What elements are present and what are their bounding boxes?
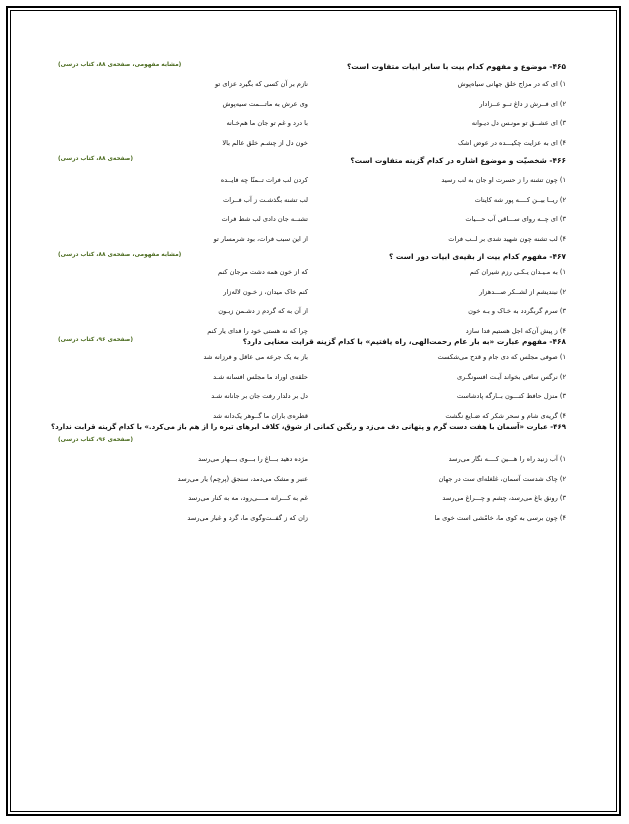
question-467-title: ۴۶۷- مفهوم کدام بیت از بقیه‌ی ابیات دور است ؟	[389, 252, 566, 261]
verse-second-hemistich: کردن لب فرات تــمنّا چه فایــده	[220, 176, 308, 184]
verse-first-hemistich[interactable]: ۱) آب زنید راه را هـــین کــــه نگار می‌رسد	[448, 455, 566, 463]
verse-first-hemistich[interactable]: ۲) نرگس ساقی بخواند آیـت افسونگـری	[457, 372, 566, 381]
question-468-header	[58, 337, 566, 353]
question-465-title: ۴۶۵- موضوع و مفهوم کدام بیت با سایر ابیات متفاوت است؟	[346, 62, 566, 71]
option-row	[58, 196, 566, 216]
question-468-title: ۴۶۸- مفهوم عبارت «به بار عام رحمت‌الهی، راه یافتیم» با کدام گزینه قرابت معنایی دارد؟	[242, 337, 566, 346]
verse-first-hemistich[interactable]: ۳) ای عشــق تو مونـس دل دیـوانه	[471, 119, 566, 127]
question-467-header	[58, 252, 566, 268]
verse-first-hemistich[interactable]: ۴) چون برسی به کوی ما، خامُشی است خوی ما	[434, 513, 566, 522]
question-466-title: ۴۶۶- شخصیّت و موضوع اشاره در کدام گزینه متفاوت است؟	[350, 156, 566, 165]
option-row	[58, 80, 566, 100]
verse-second-hemistich: از این سبب فرات، بود شرمسار تو	[213, 234, 308, 243]
option-row	[58, 494, 566, 514]
verse-first-hemistich[interactable]: ۲) ریــا بیــن کــــه پور شه کاینات	[474, 195, 566, 204]
option-row	[58, 475, 566, 495]
verse-first-hemistich[interactable]: ۳) منزل حافظ کنـــون بــارگه پادشاست	[456, 392, 566, 400]
verse-second-hemistich: که از خون همه دشت مرجان کنم	[218, 268, 308, 276]
verse-second-hemistich: وی عرش به ماتـــمت سیه‌پوش	[222, 99, 308, 108]
verse-second-hemistich: غم به کـــرانه مــــی‌رود، مه به کنار می‌رسد	[188, 494, 308, 502]
question-465-header	[58, 62, 566, 78]
question-469-options	[58, 455, 566, 533]
option-row	[58, 288, 566, 308]
option-row	[58, 100, 566, 120]
verse-first-hemistich[interactable]: ۲) نبندیشم از لشــکر صـــدهزار	[479, 287, 566, 296]
verse-second-hemistich: چرا که نه هستی خود را فدای یار کنم	[207, 326, 308, 335]
verse-first-hemistich[interactable]: ۲) چاک شدست آسمان، غلغله‌ای ست در جهان	[438, 474, 566, 483]
option-row	[58, 119, 566, 139]
question-469-title: ۴۶۹- عبارت «آسمان با هفت دست گرم و پنهانی دف می‌زد و رنگین کمانی از شوق، کلاف ابرهای تیره را از هم باز می‌کرد.» با کدام گزینه قرابت ندارد؟	[51, 423, 566, 431]
verse-first-hemistich[interactable]: ۴) گریه‌ی شام و سحر شکر که ضـایع نگشت	[445, 411, 566, 420]
question-467-options	[58, 268, 566, 346]
option-row	[58, 307, 566, 327]
question-468-options	[58, 353, 566, 431]
verse-first-hemistich[interactable]: ۴) لب تشنه چون شهید شدی بر لــب فرات	[448, 234, 566, 243]
verse-first-hemistich[interactable]: ۳) رونق باغ می‌رسد، چشم و چـــراغ می‌رسد	[442, 494, 566, 502]
question-465-reference: (مشابه مفهومی، صفحه‌ی ۸۸، کتاب درسی)	[58, 62, 182, 68]
option-row	[58, 176, 566, 196]
question-466-reference: (صفحه‌ی ۸۸، کتاب درسی)	[58, 156, 134, 162]
question-466-options	[58, 176, 566, 254]
question-465-options	[58, 80, 566, 158]
verse-first-hemistich[interactable]: ۲) ای فــرش ز داغ تــو عــزادار	[479, 99, 566, 108]
verse-second-hemistich: کنم خاک میدان، ز خـون لاله‌زار	[223, 287, 308, 296]
question-469-reference: (صفحه‌ی ۹۶، کتاب درسی)	[58, 437, 134, 443]
verse-second-hemistich: زان که ز گفــت‌وگوی ما، گرد و غبار می‌رسد	[187, 513, 308, 522]
verse-second-hemistich: عنبر و مشک می‌دمد، سنجق (پرچم) یار می‌رسد	[177, 474, 308, 483]
question-466-header	[58, 156, 566, 172]
question-468-reference: (صفحه‌ی ۹۶، کتاب درسی)	[58, 337, 134, 343]
question-469-header	[51, 423, 566, 449]
verse-second-hemistich: مژده دهید بـــاغ را بـــوی بـــهار می‌رسد	[198, 455, 308, 463]
verse-second-hemistich: لب تشنه بگذشـت ز آب فــرات	[223, 195, 308, 204]
verse-second-hemistich: تشنــه جان دادی لب شط فرات	[221, 215, 308, 223]
question-467-reference: (مشابه مفهومی، صفحه‌ی ۸۸، کتاب درسی)	[58, 252, 182, 258]
option-row	[58, 353, 566, 373]
verse-second-hemistich: حلقه‌ی اوراد ما مجلس افسانه شـد	[213, 372, 308, 381]
option-row	[58, 215, 566, 235]
verse-second-hemistich: دل بر دلدار رفت جان بر جانانه شـد	[211, 392, 308, 400]
verse-second-hemistich: خون دل از چشـم خلق عالم بالا	[222, 138, 308, 147]
option-row	[58, 268, 566, 288]
option-row	[58, 455, 566, 475]
verse-first-hemistich[interactable]: ۱) چون تشنه را ز حسرت او جان به لب رسید	[441, 176, 566, 184]
option-row	[58, 392, 566, 412]
verse-second-hemistich: با درد و غم تو جان ما هم‌خـانه	[226, 119, 308, 127]
verse-first-hemistich[interactable]: ۱) به مـیـدان یـکـی رزم شیران کنم	[469, 268, 566, 276]
option-row	[58, 514, 566, 534]
verse-first-hemistich[interactable]: ۱) صوفی مجلس که دی جام و قدح می‌شکست	[437, 353, 566, 361]
option-row	[58, 373, 566, 393]
verse-first-hemistich[interactable]: ۳) ای چــه روای ســـاقی آب حـــیات	[465, 215, 566, 223]
verse-second-hemistich: نازم بر آن کسی که بگیرد عزای تو	[215, 80, 308, 88]
verse-second-hemistich: از آن به که گردم ز دشـمن زبـون	[218, 307, 308, 315]
verse-first-hemistich[interactable]: ۱) ای که در مزاج خلق جهانی سیاه‌پوش	[457, 80, 566, 88]
verse-second-hemistich: قطره‌ی باران ما گــوهر یک‌دانه شد	[213, 411, 308, 420]
verse-first-hemistich[interactable]: ۴) ای به عزایت چکیـــده در عوض اشک	[458, 138, 566, 147]
verse-second-hemistich: باز به یک جرعه می عاقل و فرزانه شد	[203, 353, 308, 361]
verse-first-hemistich[interactable]: ۴) ز پیش آن‌که اجل هستیم فدا سازد	[465, 326, 566, 335]
verse-first-hemistich[interactable]: ۳) سرم گربگردد به خـاک و بـه خون	[468, 307, 566, 315]
